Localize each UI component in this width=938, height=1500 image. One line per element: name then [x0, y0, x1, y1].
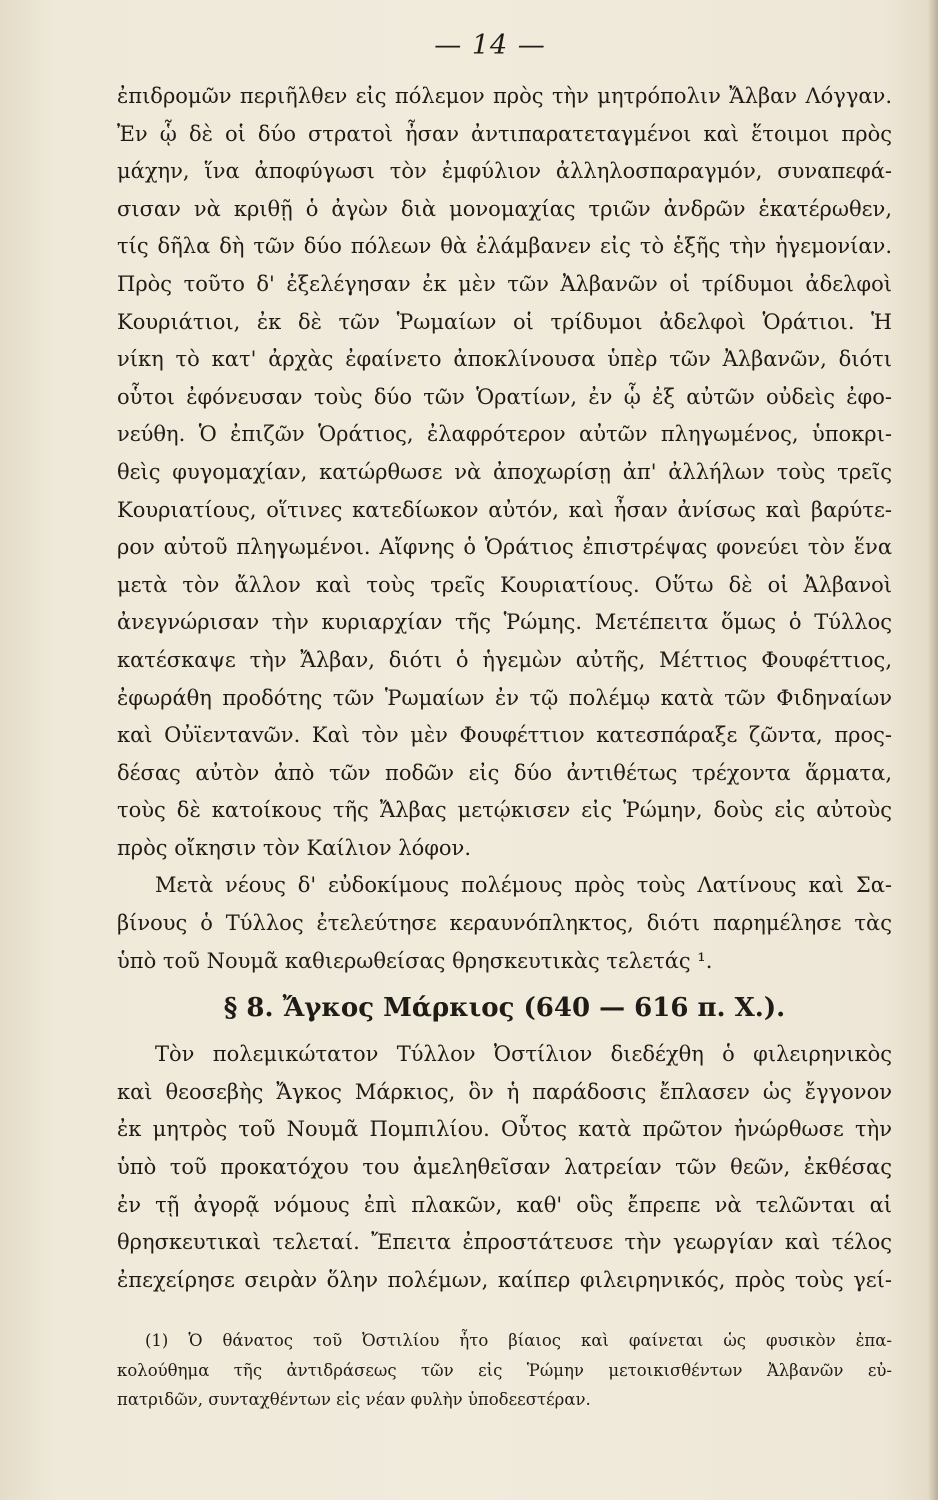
text-line: βίνους ὁ Τύλλος ἐτελεύτησε κεραυνόπληκτος, διότι παρημέλησε τὰς: [117, 911, 892, 936]
text-line: Κουριατίους, οἵτινες κατεδίωκον αὐτόν, καὶ ἦσαν ἀνίσως καὶ βαρύτε-: [117, 497, 892, 522]
text-line: ὑπὸ τοῦ Νουμᾶ καθιερωθείσας θρησκευτικὰς τελετάς ¹.: [117, 948, 713, 973]
text-line: οὗτοι ἐφόνευσαν τοὺς δύο τῶν Ὁρατίων, ἐν ᾧ ἐξ αὐτῶν οὐδεὶς ἐφο-: [117, 384, 892, 409]
text-line: ρον αὐτοῦ πληγωμένοι. Αἴφνης ὁ Ὁράτιος ἐπιστρέψας φονεύει τὸν ἕνα: [117, 535, 892, 560]
footnote-line: (1) Ὁ θάνατος τοῦ Ὀστιλίου ἦτο βίαιος καὶ φαίνεται ὡς φυσικὸν ἐπα-: [145, 1331, 892, 1350]
text-line: ἐπιδρομῶν περιῆλθεν εἰς πόλεμον πρὸς τὴν μητρόπολιν Ἄλβαν Λόγγαν.: [117, 84, 892, 108]
text-line: νεύθη. Ὁ ἐπιζῶν Ὁράτιος, ἐλαφρότερον αὐτῶν πληγωμένος, ὑποκρι-: [117, 422, 892, 447]
footnotes: [117, 1326, 892, 1415]
text-line: ἐν τῇ ἀγορᾷ νόμους ἐπὶ πλακῶν, καθ' οὓς ἔπρεπε νὰ τελῶνται αἱ: [117, 1192, 892, 1217]
text-line: Μετὰ νέους δ' εὐδοκίμους πολέμους πρὸς τοὺς Λατίνους καὶ Σα-: [155, 873, 892, 898]
page-edge-shadow: [928, 0, 938, 1500]
text-line: πρὸς οἴκησιν τὸν Καίλιον λόφον.: [117, 835, 471, 860]
text-line: ἐφωράθη προδότης τῶν Ῥωμαίων ἐν τῷ πολέμῳ κατὰ τῶν Φιδηναίων: [117, 685, 892, 710]
footnote-line: κολούθημα τῆς ἀντιδράσεως τῶν εἰς Ῥώμην μετοικισθέντων Ἀλβανῶν εὐ-: [117, 1360, 892, 1380]
text-line: μετὰ τὸν ἄλλον καὶ τοὺς τρεῖς Κουριατίους. Οὕτω δὲ οἱ Ἀλβανοὶ: [117, 572, 892, 597]
text-line: θεὶς φυγομαχίαν, κατώρθωσε νὰ ἀποχωρίσῃ ἀπ' ἀλλήλων τοὺς τρεῖς: [117, 459, 892, 484]
text-line: ἐκ μητρὸς τοῦ Νουμᾶ Πομπιλίου. Οὗτος κατὰ πρῶτον ἠνώρθωσε τὴν: [117, 1117, 892, 1142]
text-line: καὶ θεοσεβὴς Ἄγκος Μάρκιος, ὃν ἡ παράδοσις ἔπλασεν ὡς ἔγγονον: [117, 1079, 892, 1104]
text-line: Κουριάτιοι, ἐκ δὲ τῶν Ῥωμαίων οἱ τρίδυμοι ἀδελφοὶ Ὁράτιοι. Ἡ: [117, 309, 892, 334]
text-line: σισαν νὰ κριθῇ ὁ ἀγὼν διὰ μονομαχίας τριῶν ἀνδρῶν ἑκατέρωθεν,: [117, 196, 892, 221]
text-line: ὑπὸ τοῦ προκατόχου του ἀμεληθεῖσαν λατρείαν τῶν θεῶν, ἐκθέσας: [117, 1155, 892, 1180]
text-line: κατέσκαψε τὴν Ἄλβαν, διότι ὁ ἡγεμὼν αὐτῆς, Μέττιος Φουφέττιος,: [117, 647, 892, 672]
footnote-line: πατριδῶν, συνταχθέντων εἰς νέαν φυλὴν ὑποδεεστέραν.: [117, 1390, 591, 1409]
text-line: καὶ Οὐϊενταvῶν. Καὶ τὸν μὲν Φουφέττιον κατεσπάραξε ζῶντα, προς-: [117, 723, 892, 748]
text-line: ἐπεχείρησε σειρὰν ὅλην πολέμων, καίπερ φιλειρηνικός, πρὸς τοὺς γεί-: [117, 1267, 892, 1292]
text-line: Πρὸς τοῦτο δ' ἐξελέγησαν ἐκ μὲν τῶν Ἀλβανῶν οἱ τρίδυμοι ἀδελφοὶ: [117, 271, 892, 296]
text-line: μάχην, ἵνα ἀποφύγωσι τὸν ἐμφύλιον ἀλληλοσπαραγμόν, συναπεφά-: [117, 159, 892, 184]
text-line: δέσας αὐτὸν ἀπὸ τῶν ποδῶν εἰς δύο ἀντιθέτως τρέχοντα ἅρματα,: [117, 760, 892, 785]
section-heading: § 8. Ἄγκος Μάρκιος (640 — 616 π. Χ.).: [223, 993, 786, 1024]
text-line: Τὸν πολεμικώτατον Τύλλον Ὀστίλιον διεδέχθη ὁ φιλειρηνικὸς: [155, 1042, 892, 1067]
text-line: τίς δῆλα δὴ τῶν δύο πόλεων θὰ ἐλάμβανεν εἰς τὸ ἑξῆς τὴν ἡγεμονίαν.: [117, 234, 892, 259]
text-line: νίκη τὸ κατ' ἀρχὰς ἐφαίνετο ἀποκλίνουσα ὑπὲρ τῶν Ἀλβανῶν, διότι: [117, 347, 892, 372]
text-line: θρησκευτικαὶ τελεταί. Ἔπειτα ἐπροστάτευσε τὴν γεωργίαν καὶ τέλος: [117, 1230, 892, 1255]
text-line: Ἐν ᾧ δὲ οἱ δύο στρατοὶ ἦσαν ἀντιπαρατεταγμένοι καὶ ἕτοιμοι πρὸς: [117, 121, 892, 146]
main-text: [117, 78, 892, 1299]
text-line: τοὺς δὲ κατοίκους τῆς Ἄλβας μετῴκισεν εἰς Ῥώμην, δοὺς εἰς αὐτοὺς: [117, 798, 892, 823]
page-number: — 14 —: [434, 30, 546, 61]
text-line: ἀνεγνώρισαν τὴν κυριαρχίαν τῆς Ῥώμης. Μετέπειτα ὅμως ὁ Τύλλος: [117, 610, 892, 635]
